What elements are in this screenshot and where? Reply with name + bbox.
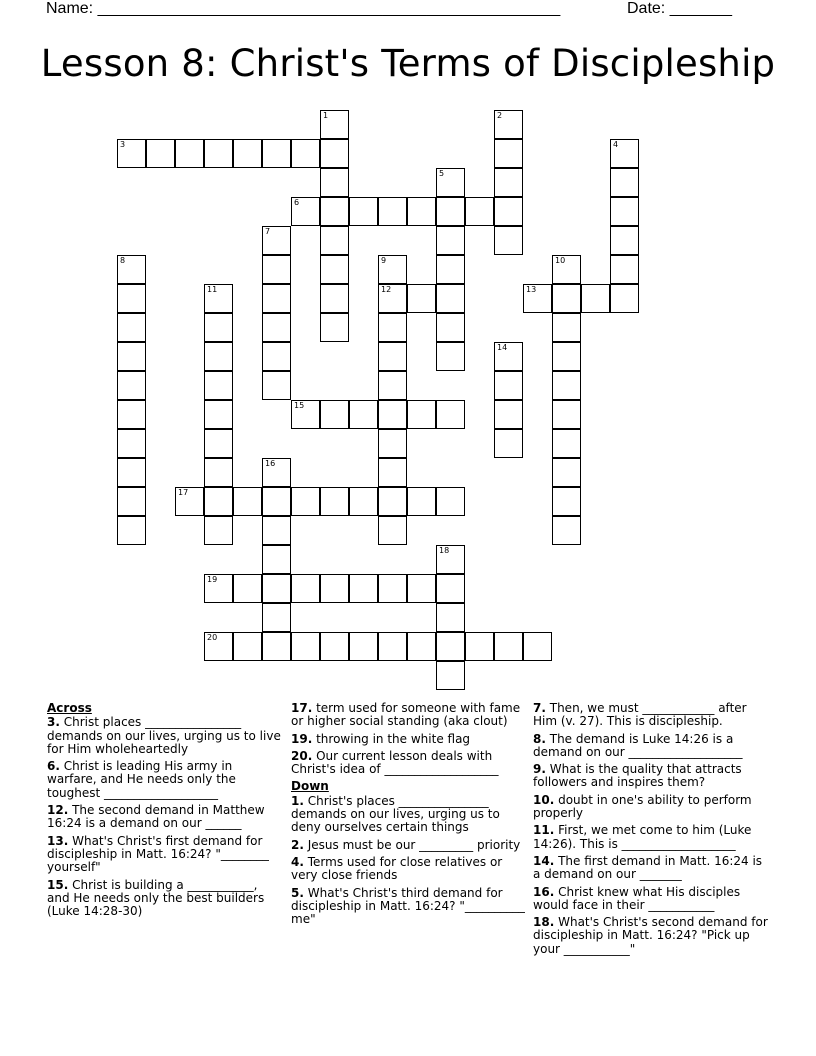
crossword-cell[interactable] bbox=[291, 139, 320, 168]
crossword-cell[interactable] bbox=[349, 487, 378, 516]
crossword-cell[interactable] bbox=[378, 458, 407, 487]
crossword-cell[interactable] bbox=[262, 632, 291, 661]
crossword-cell[interactable] bbox=[262, 342, 291, 371]
crossword-cell[interactable] bbox=[610, 284, 639, 313]
crossword-cell[interactable] bbox=[378, 487, 407, 516]
down-heading: Down bbox=[291, 779, 329, 794]
crossword-cell[interactable] bbox=[291, 632, 320, 661]
crossword-cell[interactable] bbox=[204, 487, 233, 516]
clue-down-4: 4. Terms used for close relatives or very close friends bbox=[291, 854, 503, 883]
crossword-cell[interactable] bbox=[262, 313, 291, 342]
clue-across-12: 12. The second demand in Matthew 16:24 is a demand on our ______ bbox=[47, 803, 265, 831]
crossword-cell[interactable] bbox=[552, 313, 581, 342]
crossword-cell[interactable] bbox=[146, 139, 175, 168]
crossword-cell[interactable] bbox=[436, 197, 465, 226]
crossword-cell[interactable] bbox=[494, 110, 523, 139]
crossword-cell[interactable] bbox=[523, 284, 552, 313]
cell-number: 10 bbox=[555, 256, 566, 265]
crossword-cell[interactable] bbox=[320, 574, 349, 603]
crossword-cell[interactable] bbox=[262, 516, 291, 545]
crossword-cell[interactable] bbox=[436, 487, 465, 516]
crossword-cell[interactable] bbox=[117, 429, 146, 458]
crossword-cell[interactable] bbox=[291, 400, 320, 429]
clue-down-11: 11. First, we met come to him (Luke 14:26). This is ___________________ bbox=[533, 823, 752, 851]
crossword-cell[interactable] bbox=[523, 632, 552, 661]
cell-number: 3 bbox=[120, 140, 126, 149]
crossword-cell[interactable] bbox=[175, 487, 204, 516]
crossword-cell[interactable] bbox=[610, 226, 639, 255]
crossword-cell[interactable] bbox=[378, 400, 407, 429]
crossword-cell[interactable] bbox=[436, 632, 465, 661]
crossword-cell[interactable] bbox=[378, 342, 407, 371]
crossword-cell[interactable] bbox=[494, 632, 523, 661]
crossword-cell[interactable] bbox=[262, 574, 291, 603]
clue-down-7: 7. Then, we must ____________ after Him (v. 27). This is discipleship. bbox=[533, 701, 747, 729]
crossword-cell[interactable] bbox=[204, 429, 233, 458]
name-field: Name: ____________________________________________________ bbox=[46, 0, 561, 17]
cell-number: 16 bbox=[265, 459, 276, 468]
crossword-cell[interactable] bbox=[262, 284, 291, 313]
crossword-cell[interactable] bbox=[378, 632, 407, 661]
across-heading: Across bbox=[47, 701, 92, 715]
crossword-cell[interactable] bbox=[436, 342, 465, 371]
crossword-cell[interactable] bbox=[262, 458, 291, 487]
crossword-cell[interactable] bbox=[320, 226, 349, 255]
crossword-cell[interactable] bbox=[204, 371, 233, 400]
crossword-cell[interactable] bbox=[117, 516, 146, 545]
cell-number: 20 bbox=[207, 633, 218, 642]
crossword-cell[interactable] bbox=[552, 516, 581, 545]
crossword-cell[interactable] bbox=[117, 458, 146, 487]
crossword-cell[interactable] bbox=[552, 284, 581, 313]
clue-across-19: 19. throwing in the white flag bbox=[291, 731, 471, 746]
clue-down-1: 1. Christ's places _______________ demands on our lives, urging us to deny ourselves certain things bbox=[291, 793, 500, 835]
crossword-cell[interactable] bbox=[610, 168, 639, 197]
clue-across-6: 6. Christ is leading His army in warfare, and He needs only the toughest ___________________ bbox=[47, 759, 236, 800]
clue-across-13: 13. What's Christ's first demand for discipleship in Matt. 16:24? "________ yourself" bbox=[47, 833, 269, 875]
cell-number: 17 bbox=[178, 488, 189, 497]
crossword-cell[interactable] bbox=[349, 197, 378, 226]
clue-across-20: 20. Our current lesson deals with Christ's idea of ___________________ bbox=[291, 748, 499, 777]
cell-number: 15 bbox=[294, 401, 305, 410]
clue-down-9: 9. What is the quality that attracts followers and inspires them? bbox=[533, 762, 742, 790]
crossword-cell[interactable] bbox=[465, 632, 494, 661]
crossword-cell[interactable] bbox=[552, 429, 581, 458]
crossword-cell[interactable] bbox=[552, 400, 581, 429]
crossword-cell[interactable] bbox=[262, 255, 291, 284]
crossword-cell[interactable] bbox=[117, 342, 146, 371]
crossword-cell[interactable] bbox=[407, 632, 436, 661]
crossword-cell[interactable] bbox=[465, 197, 494, 226]
cell-number: 9 bbox=[381, 256, 387, 265]
crossword-cell[interactable] bbox=[378, 574, 407, 603]
crossword-cell[interactable] bbox=[262, 545, 291, 574]
crossword-cell[interactable] bbox=[204, 458, 233, 487]
crossword-cell[interactable] bbox=[494, 226, 523, 255]
crossword-cell[interactable] bbox=[320, 168, 349, 197]
date-field: Date: _______ bbox=[627, 0, 732, 17]
crossword-cell[interactable] bbox=[407, 487, 436, 516]
crossword-cell[interactable] bbox=[581, 284, 610, 313]
clue-down-14: 14. The first demand in Matt. 16:24 is a demand on our _______ bbox=[533, 853, 763, 882]
crossword-cell[interactable] bbox=[233, 139, 262, 168]
crossword-cell[interactable] bbox=[494, 342, 523, 371]
crossword-cell[interactable] bbox=[436, 313, 465, 342]
clues-column-3 bbox=[533, 702, 769, 960]
crossword-cell[interactable] bbox=[494, 197, 523, 226]
crossword-cell[interactable] bbox=[378, 516, 407, 545]
cell-number: 12 bbox=[381, 285, 392, 294]
crossword-cell[interactable] bbox=[204, 574, 233, 603]
crossword-cell[interactable] bbox=[349, 632, 378, 661]
cell-number: 4 bbox=[613, 140, 619, 149]
crossword-cell[interactable] bbox=[117, 313, 146, 342]
crossword-cell[interactable] bbox=[436, 284, 465, 313]
cell-number: 13 bbox=[526, 285, 537, 294]
crossword-cell[interactable] bbox=[349, 574, 378, 603]
crossword-cell[interactable] bbox=[610, 255, 639, 284]
crossword-cell[interactable] bbox=[291, 574, 320, 603]
crossword-cell[interactable] bbox=[262, 226, 291, 255]
crossword-cell[interactable] bbox=[117, 487, 146, 516]
crossword-cell[interactable] bbox=[204, 400, 233, 429]
crossword-cell[interactable] bbox=[378, 197, 407, 226]
crossword-cell[interactable] bbox=[436, 255, 465, 284]
clues-column-1 bbox=[47, 702, 283, 922]
cell-number: 7 bbox=[265, 227, 271, 236]
cell-number: 18 bbox=[439, 546, 450, 555]
cell-number: 11 bbox=[207, 285, 218, 294]
crossword-cell[interactable] bbox=[494, 400, 523, 429]
crossword-cell[interactable] bbox=[291, 197, 320, 226]
crossword-cell[interactable] bbox=[407, 400, 436, 429]
crossword-cell[interactable] bbox=[552, 255, 581, 284]
cell-number: 2 bbox=[497, 111, 503, 120]
cell-number: 8 bbox=[120, 256, 126, 265]
cell-number: 14 bbox=[497, 343, 508, 352]
crossword-cell[interactable] bbox=[552, 342, 581, 371]
crossword-cell[interactable] bbox=[320, 284, 349, 313]
crossword-cell[interactable] bbox=[204, 632, 233, 661]
crossword-cell[interactable] bbox=[262, 139, 291, 168]
crossword-cell[interactable] bbox=[407, 574, 436, 603]
crossword-cell[interactable] bbox=[610, 139, 639, 168]
crossword-cell[interactable] bbox=[436, 603, 465, 632]
crossword-cell[interactable] bbox=[117, 284, 146, 313]
crossword-cell[interactable] bbox=[117, 139, 146, 168]
crossword-cell[interactable] bbox=[320, 400, 349, 429]
clue-down-18: 18. What's Christ's second demand for discipleship in Matt. 16:24? "Pick up your ___________" bbox=[533, 915, 768, 956]
crossword-cell[interactable] bbox=[552, 487, 581, 516]
clue-down-8: 8. The demand is Luke 14:26 is a demand on our ___________________ bbox=[533, 731, 743, 759]
crossword-cell[interactable] bbox=[233, 632, 262, 661]
crossword-cell[interactable] bbox=[494, 429, 523, 458]
crossword-cell[interactable] bbox=[117, 371, 146, 400]
crossword-cell[interactable] bbox=[436, 168, 465, 197]
crossword-cell[interactable] bbox=[378, 371, 407, 400]
crossword-cell[interactable] bbox=[175, 139, 204, 168]
crossword-cell[interactable] bbox=[320, 139, 349, 168]
crossword-cell[interactable] bbox=[204, 516, 233, 545]
crossword-cell[interactable] bbox=[378, 313, 407, 342]
clue-down-16: 16. Christ knew what His disciples would face in their ___________ bbox=[533, 884, 741, 912]
crossword-cell[interactable] bbox=[204, 313, 233, 342]
crossword-cell[interactable] bbox=[204, 139, 233, 168]
crossword-cell[interactable] bbox=[610, 197, 639, 226]
crossword-cell[interactable] bbox=[494, 168, 523, 197]
crossword-cell[interactable] bbox=[117, 400, 146, 429]
clue-across-15: 15. Christ is building a ___________, and He needs only the best builders (Luke 14:28-30) bbox=[47, 877, 265, 919]
cell-number: 19 bbox=[207, 575, 218, 584]
crossword-cell[interactable] bbox=[262, 371, 291, 400]
crossword-cell[interactable] bbox=[262, 487, 291, 516]
crossword-cell[interactable] bbox=[436, 226, 465, 255]
crossword-cell[interactable] bbox=[320, 255, 349, 284]
clue-down-2: 2. Jesus must be our _________ priority bbox=[291, 837, 521, 852]
cell-number: 5 bbox=[439, 169, 445, 178]
crossword-cell[interactable] bbox=[320, 487, 349, 516]
crossword-cell[interactable] bbox=[262, 603, 291, 632]
clue-across-17: 17. term used for someone with fame or higher social standing (aka clout) bbox=[291, 701, 521, 729]
crossword-cell[interactable] bbox=[204, 284, 233, 313]
crossword-cell[interactable] bbox=[291, 487, 320, 516]
crossword-cell[interactable] bbox=[494, 371, 523, 400]
crossword-cell[interactable] bbox=[436, 545, 465, 574]
crossword-cell[interactable] bbox=[436, 574, 465, 603]
cell-number: 1 bbox=[323, 111, 329, 120]
crossword-cell[interactable] bbox=[378, 429, 407, 458]
crossword-cell[interactable] bbox=[378, 255, 407, 284]
clues-column-2 bbox=[291, 702, 527, 930]
clue-down-10: 10. doubt in one's ability to perform properly bbox=[533, 792, 752, 821]
page-title: Lesson 8: Christ's Terms of Discipleship bbox=[40, 42, 776, 85]
crossword-cell[interactable] bbox=[117, 255, 146, 284]
crossword-cell[interactable] bbox=[320, 313, 349, 342]
crossword-cell[interactable] bbox=[204, 342, 233, 371]
crossword-cell[interactable] bbox=[233, 574, 262, 603]
crossword-cell[interactable] bbox=[349, 400, 378, 429]
crossword-cell[interactable] bbox=[552, 371, 581, 400]
crossword-cell[interactable] bbox=[378, 284, 407, 313]
crossword-cell[interactable] bbox=[436, 400, 465, 429]
crossword-cell[interactable] bbox=[552, 458, 581, 487]
crossword-cell[interactable] bbox=[436, 661, 465, 690]
crossword-cell[interactable] bbox=[407, 284, 436, 313]
clue-down-5: 5. What's Christ's third demand for discipleship in Matt. 16:24? "__________ me" bbox=[291, 885, 525, 927]
crossword-cell[interactable] bbox=[407, 197, 436, 226]
clue-across-3: 3. Christ places ________________ demands on our lives, urging us to live for Him wholeheartedly bbox=[47, 715, 281, 756]
crossword-cell[interactable] bbox=[320, 197, 349, 226]
crossword-cell[interactable] bbox=[233, 487, 262, 516]
cell-number: 6 bbox=[294, 198, 300, 207]
crossword-cell[interactable] bbox=[320, 110, 349, 139]
crossword-cell[interactable] bbox=[320, 632, 349, 661]
crossword-cell[interactable] bbox=[494, 139, 523, 168]
